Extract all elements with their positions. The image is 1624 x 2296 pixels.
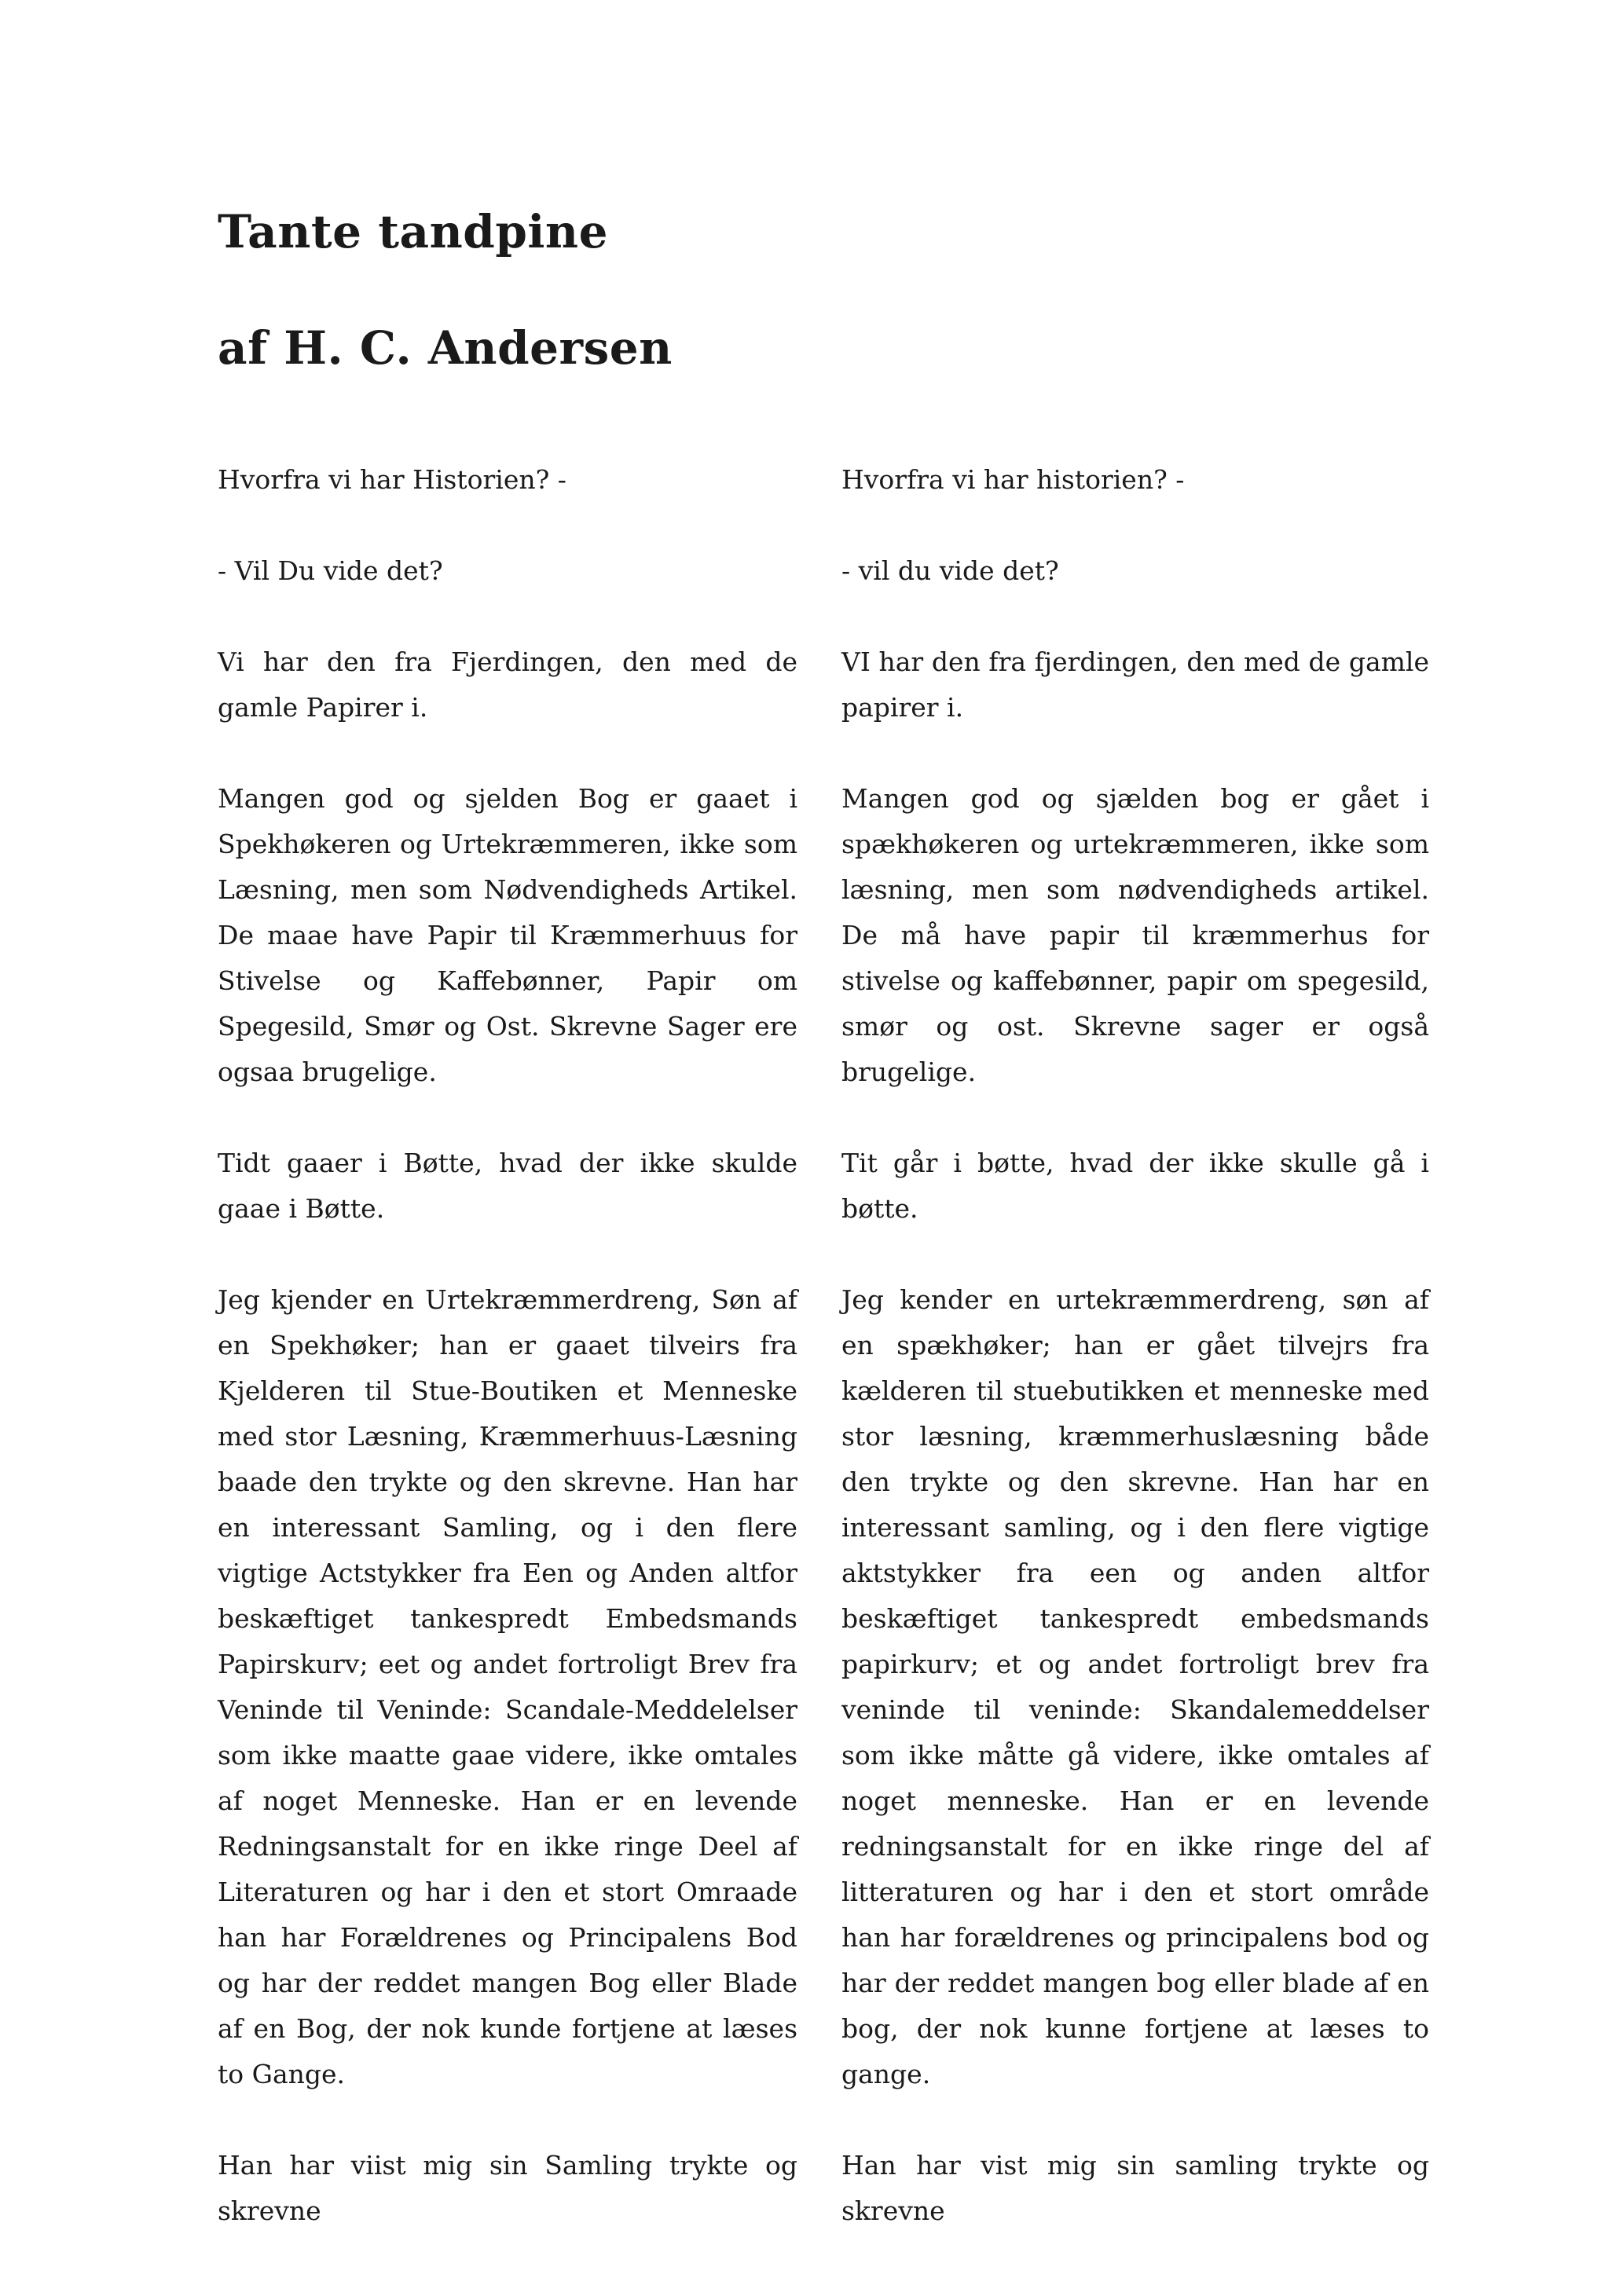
- paragraph: - Vil Du vide det?: [218, 555, 443, 586]
- paragraph: Tit går i bøtte, hvad der ikke skulle gå i bøtte.: [841, 1148, 1429, 1224]
- document-title: Tante tandpine: [218, 205, 608, 258]
- paragraph: Mangen god og sjelden Bog er gaaet i Spekhøkeren og Urtekræmmeren, ikke som Læsning, men som Nødvendigheds Artikel. De maae have Papir til Kræmmerhuus for Stivelse og Kaffebønner, Papir om Spegesild, Smør og Ost. Skrevne Sager ere ogsaa brugelige.: [218, 783, 797, 1087]
- paragraph: Hvorfra vi har historien? -: [841, 464, 1185, 495]
- paragraph: Jeg kjender en Urtekræmmerdreng, Søn af en Spekhøker; han er gaaet tilveirs fra Kjelderen til Stue-Boutiken et Menneske med stor Læsning, Kræmmerhuus-Læsning baade den trykte og den skrevne. Han har en interessant Samling, og i den flere vigtige Actstykker fra Een og Anden altfor beskæftiget tankespredt Embedsmands Papirskurv; eet og andet fortroligt Brev fra Veninde til Veninde: Scandale-Meddelelser som ikke maatte gaae videre, ikke omtales af noget Menneske. Han er en levende Redningsanstalt for en ikke ringe Deel af Literaturen og har i den et stort Omraade han har Forældrenes og Principalens Bod og har der reddet mangen Bog eller Blade af en Bog, der nok kunde fortjene at læses to Gange.: [218, 1284, 797, 2089]
- paragraph: Han har viist mig sin Samling trykte og skrevne: [218, 2150, 797, 2226]
- paragraph: VI har den fra fjerdingen, den med de gamle papirer i.: [841, 646, 1429, 723]
- paragraph: Vi har den fra Fjerdingen, den med de gamle Papirer i.: [218, 646, 797, 723]
- paragraph: - vil du vide det?: [841, 555, 1059, 586]
- paragraph: Hvorfra vi har Historien? -: [218, 464, 566, 495]
- paragraph: Tidt gaaer i Bøtte, hvad der ikke skulde gaae i Bøtte.: [218, 1148, 797, 1224]
- left-column-original-spelling: [218, 457, 797, 2280]
- paragraph: Jeg kender en urtekræmmerdreng, søn af en spækhøker; han er gået tilvejrs fra kælderen til stuebutikken et menneske med stor læsning, kræmmerhuslæsning både den trykte og den skrevne. Han har en interessant samling, og i den flere vigtige aktstykker fra een og anden altfor beskæftiget tankespredt embedsmands papirkurv; et og andet fortroligt brev fra veninde til veninde: Skandalemeddelser som ikke måtte gå videre, ikke omtales af noget menneske. Han er en levende redningsanstalt for en ikke ringe del af litteraturen og har i den et stort område han har forældrenes og principalens bod og har der reddet mangen bog eller blade af en bog, der nok kunne fortjene at læses to gange.: [841, 1284, 1429, 2089]
- paragraph: Mangen god og sjælden bog er gået i spækhøkeren og urtekræmmeren, ikke som læsning, men som nødvendigheds artikel. De må have papir til kræmmerhus for stivelse og kaffebønner, papir om spegesild, smør og ost. Skrevne sager er også brugelige.: [841, 783, 1429, 1087]
- right-column-modern-spelling: [841, 457, 1429, 2280]
- paragraph: Han har vist mig sin samling trykte og skrevne: [841, 2150, 1429, 2226]
- author-line: af H. C. Andersen: [218, 321, 673, 375]
